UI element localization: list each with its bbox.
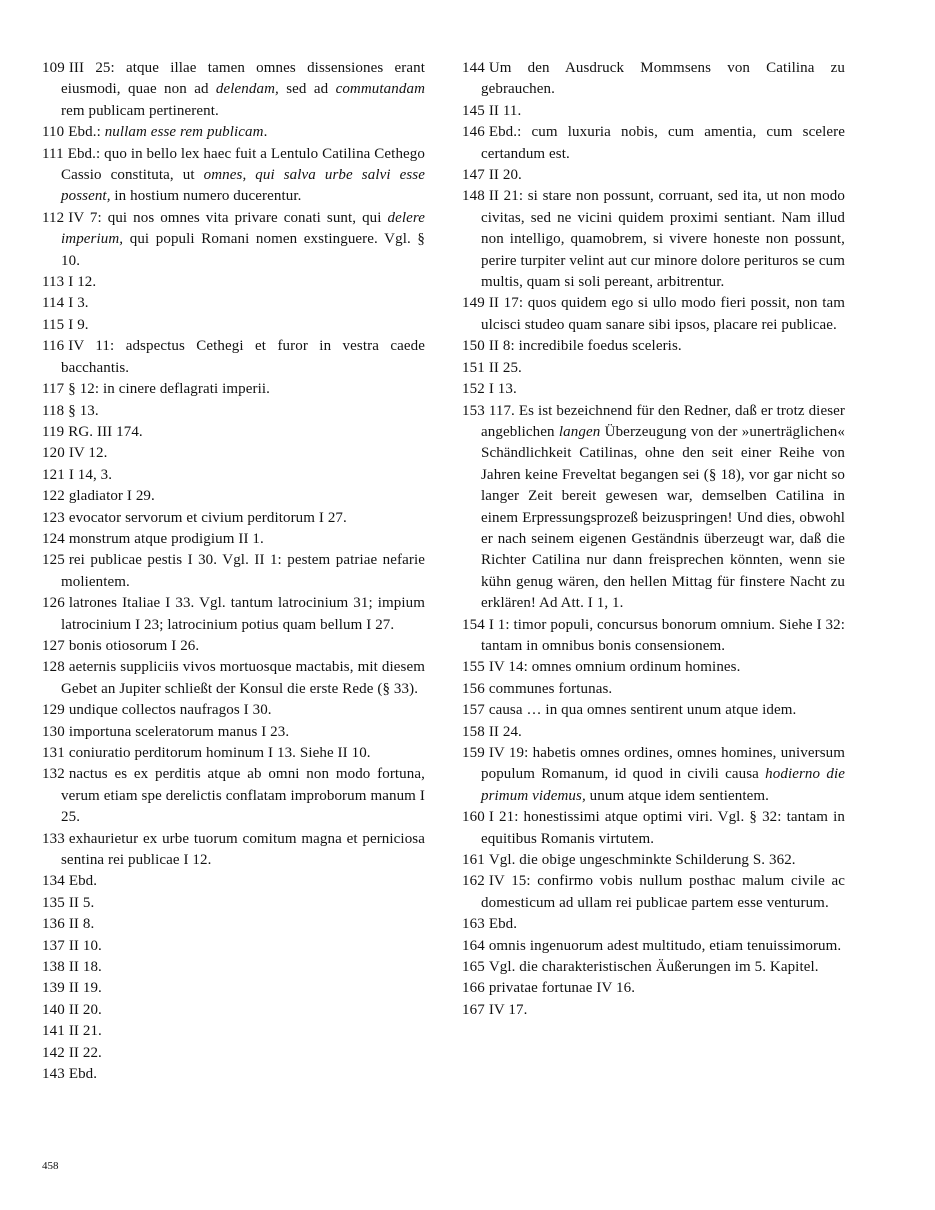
note-text: Vgl. die obige ungeschminkte Schilderung S. 362. — [488, 852, 796, 869]
note-number: 135 — [42, 894, 65, 911]
note-number: 155 — [462, 659, 485, 676]
note-item — [42, 978, 425, 999]
note-number: 133 — [42, 830, 65, 847]
note-item — [42, 272, 425, 293]
note-item — [42, 743, 425, 764]
note-item — [462, 101, 845, 122]
page-number: 458 — [42, 1160, 59, 1172]
note-item — [462, 401, 845, 615]
note-text: exhaurietur ex urbe tuorum comitum magna et perniciosa sentina rei publicae I 12. — [61, 830, 425, 869]
note-text: nactus es ex perditis atque ab omni non modo fortuna, verum etiam spe derelictis conflatam improborum manum I 25. — [61, 766, 425, 826]
note-text: evocator servorum et civium perditorum I 27. — [68, 509, 347, 526]
note-text: II 17: quos quidem ego si ullo modo fieri possit, non tam ulcisci studeo quam sanare sibi ipsos, placare rei publicae. — [481, 295, 845, 333]
note-number: 117 — [42, 381, 65, 398]
note-text: I 14, 3. — [68, 466, 113, 483]
note-text: II 10. — [68, 937, 102, 954]
note-number: 131 — [42, 745, 65, 761]
note-number: 167 — [462, 1001, 485, 1018]
note-text: II 11. — [488, 102, 522, 119]
note-number: 110 — [42, 124, 65, 141]
note-item — [42, 486, 425, 507]
note-number: 114 — [42, 295, 65, 312]
note-item — [42, 443, 425, 464]
note-text: Ebd. — [488, 916, 518, 933]
note-text: aeternis suppliciis vivos mortuosque mactabis, mit diesem Gebet an Jupiter schließt der Konsul die erste Rede (§ 33). — [61, 659, 425, 697]
note-number: 145 — [462, 102, 485, 119]
note-text: monstrum atque prodigium II 1. — [68, 530, 264, 547]
note-number: 140 — [42, 1001, 65, 1018]
note-item — [42, 208, 425, 272]
note-number: 109 — [42, 60, 65, 76]
note-text: II 19. — [68, 980, 102, 997]
note-text: § 13. — [68, 402, 99, 419]
note-number: 165 — [462, 959, 485, 976]
note-text: III 25: atque illae tamen omnes dissensiones erant eiusmodi, quae non ad delendam, sed ad commutandam rem publicam pertinerent. — [61, 60, 426, 119]
note-number: 121 — [42, 466, 65, 483]
note-item — [42, 722, 425, 743]
note-text: bonis otiosorum I 26. — [68, 637, 200, 654]
note-item — [42, 58, 425, 122]
note-text-italic: omnes, qui salva urbe salvi esse possent, — [61, 167, 425, 205]
note-number: 119 — [42, 423, 65, 440]
note-text: Um den Ausdruck Mommsens von Catilina zu gebrauchen. — [481, 60, 845, 98]
note-item — [462, 679, 845, 700]
note-item — [462, 957, 845, 978]
note-number: 134 — [42, 873, 65, 890]
note-text: IV 14: omnes omnium ordinum homines. — [488, 659, 741, 676]
note-item — [42, 550, 425, 593]
note-text: causa … in qua omnes sentirent unum atque idem. — [488, 702, 797, 719]
note-item — [462, 700, 845, 721]
note-text: Ebd.: cum luxuria nobis, cum amentia, cum scelere certandum est. — [481, 124, 845, 162]
note-item — [42, 122, 425, 143]
note-item — [42, 144, 425, 208]
note-text: I 13. — [488, 381, 517, 398]
note-item — [42, 764, 425, 828]
note-number: 112 — [42, 209, 65, 226]
note-number: 120 — [42, 445, 65, 462]
note-number: 162 — [462, 873, 485, 890]
note-text: Vgl. die charakteristischen Äußerungen im 5. Kapitel. — [488, 959, 819, 976]
note-item — [42, 1043, 425, 1064]
note-number: 116 — [42, 338, 65, 355]
note-text: IV 7: qui nos omnes vita privare conati sunt, qui delere imperium, qui populi Romani nomen exstinguere. Vgl. § 10. — [61, 209, 425, 269]
note-text: Ebd.: nullam esse rem publicam. — [68, 124, 268, 141]
note-number: 164 — [462, 937, 485, 954]
note-text: undique collectos naufragos I 30. — [68, 702, 272, 719]
notes-column-right — [462, 58, 845, 1086]
note-item — [462, 293, 845, 336]
note-number: 161 — [462, 852, 485, 869]
note-item — [42, 529, 425, 550]
note-text: privatae fortunae IV 16. — [488, 980, 636, 997]
note-number: 129 — [42, 702, 65, 719]
note-item — [42, 1064, 425, 1085]
note-number: 111 — [42, 145, 64, 162]
note-item — [462, 657, 845, 678]
note-item — [42, 401, 425, 422]
note-item — [42, 871, 425, 892]
note-item — [42, 914, 425, 935]
note-item — [462, 914, 845, 935]
note-item — [462, 978, 845, 999]
note-number: 154 — [462, 616, 485, 633]
note-text: I 3. — [68, 295, 89, 312]
note-number: 132 — [42, 766, 65, 783]
note-text: IV 12. — [68, 445, 108, 462]
note-text: I 21: honestissimi atque optimi viri. Vgl. § 32: tantam in equitibus Romanis virtutem. — [481, 809, 845, 847]
note-item — [462, 358, 845, 379]
note-number: 136 — [42, 916, 65, 933]
note-item — [42, 1000, 425, 1021]
note-item — [462, 850, 845, 871]
note-item — [42, 315, 425, 336]
note-number: 115 — [42, 316, 65, 333]
note-number: 118 — [42, 402, 65, 419]
note-item — [42, 422, 425, 443]
note-item — [462, 722, 845, 743]
note-text: § 12: in cinere deflagrati imperii. — [68, 381, 271, 398]
note-number: 151 — [462, 359, 485, 376]
note-text: IV 11: adspectus Cethegi et furor in vestra caede bacchantis. — [61, 338, 425, 376]
note-text: IV 19: habetis omnes ordines, omnes homines, universum populum Romanum, id quod in civili causa hodierno die primum videmus, unum atque idem sentientem. — [481, 745, 845, 804]
note-number: 144 — [462, 60, 485, 76]
note-text: Ebd. — [68, 1066, 98, 1083]
notes-column-left — [42, 58, 425, 1086]
note-item — [462, 58, 845, 101]
note-item — [42, 657, 425, 700]
note-number: 139 — [42, 980, 65, 997]
note-item — [42, 593, 425, 636]
note-text: I 12. — [68, 274, 97, 291]
note-number: 149 — [462, 295, 485, 312]
note-text: Ebd.: quo in bello lex haec fuit a Lentulo Catilina Cethego Cassio constituta, ut omnes, qui salva urbe salvi esse possent, in hostium numero ducerentur. — [61, 145, 425, 205]
note-number: 153 — [462, 402, 485, 419]
note-text: importuna sceleratorum manus I 23. — [68, 723, 290, 740]
note-item — [42, 1021, 425, 1042]
note-number: 152 — [462, 381, 485, 398]
note-text: II 24. — [488, 723, 522, 740]
note-text: II 8: incredibile foedus sceleris. — [488, 338, 682, 355]
note-number: 141 — [42, 1023, 65, 1040]
note-number: 130 — [42, 723, 65, 740]
note-text: II 18. — [68, 959, 102, 976]
note-text: II 20. — [68, 1001, 102, 1018]
note-text: IV 15: confirmo vobis nullum posthac malum civile ac domesticum ad ullam rei publicae partem esse venturum. — [481, 873, 845, 911]
note-item — [42, 936, 425, 957]
note-text: II 5. — [68, 894, 95, 911]
note-number: 126 — [42, 595, 65, 612]
note-item — [462, 936, 845, 957]
note-number: 142 — [42, 1044, 65, 1061]
note-number: 122 — [42, 488, 65, 505]
note-item — [462, 379, 845, 400]
note-number: 159 — [462, 745, 485, 761]
note-item — [462, 615, 845, 658]
note-number: 137 — [42, 937, 65, 954]
note-text: II 8. — [68, 916, 95, 933]
note-text: IV 17. — [488, 1001, 528, 1018]
note-text: II 22. — [68, 1044, 102, 1061]
note-text: communes fortunas. — [488, 680, 613, 697]
note-item — [462, 1000, 845, 1021]
note-item — [42, 336, 425, 379]
note-text-italic: hodierno die primum videmus, — [481, 766, 845, 804]
note-number: 163 — [462, 916, 485, 933]
note-number: 157 — [462, 702, 485, 719]
note-number: 156 — [462, 680, 485, 697]
note-number: 128 — [42, 659, 65, 676]
note-item — [42, 636, 425, 657]
note-text: RG. III 174. — [68, 423, 143, 440]
note-text-italic: delendam, — [215, 81, 279, 98]
note-text: II 21. — [68, 1023, 102, 1040]
note-text: I 9. — [68, 316, 89, 333]
note-number: 148 — [462, 188, 485, 205]
note-item — [462, 743, 845, 807]
note-text-italic: langen — [558, 423, 601, 440]
note-item — [42, 829, 425, 872]
note-number: 158 — [462, 723, 485, 740]
note-text: coniuratio perditorum hominum I 13. Siehe II 10. — [68, 745, 371, 761]
note-number: 123 — [42, 509, 65, 526]
note-text: Ebd. — [68, 873, 98, 890]
note-item — [462, 871, 845, 914]
note-item — [42, 379, 425, 400]
note-text-italic: nullam esse rem publicam — [104, 124, 264, 141]
note-item — [42, 700, 425, 721]
note-text: II 20. — [488, 167, 522, 184]
note-text-italic: commutandam — [335, 81, 426, 98]
note-item — [42, 508, 425, 529]
note-item — [462, 807, 845, 850]
note-item — [42, 293, 425, 314]
note-text: latrones Italiae I 33. Vgl. tantum latrocinium 31; impium latrocinium I 23; latrocinium potius quam bellum I 27. — [61, 595, 425, 633]
note-number: 125 — [42, 552, 65, 569]
note-number: 127 — [42, 637, 65, 654]
note-item — [462, 122, 845, 165]
note-item — [462, 336, 845, 357]
note-text: I 1: timor populi, concursus bonorum omnium. Siehe I 32: tantam in omnibus bonis consensionem. — [481, 616, 845, 654]
note-text: II 25. — [488, 359, 522, 376]
note-number: 124 — [42, 530, 65, 547]
note-number: 146 — [462, 124, 485, 141]
note-text-italic: delere imperium, — [61, 209, 425, 248]
note-number: 166 — [462, 980, 485, 997]
note-text: rei publicae pestis I 30. Vgl. II 1: pestem patriae nefarie molientem. — [61, 552, 425, 590]
note-text: 117. Es ist bezeichnend für den Redner, daß er trotz dieser angeblichen langen Überzeugung von der »unerträglichen« Schändlichkeit Catilinas, ohne den seit einer Reihe von Jahren keine Freveltat begangen sei (§ 18), vor gar nicht so langer Zeit bereit gewesen war, demselben Catilina in einem Erpressungsprozeß beizuspringen! Und dies, obwohl er nach seinem eigenen Geständnis überzeugt war, daß die Richter Catilina nur dann freisprechen könnten, wenn sie kühn genug wären, den hellen Mittag für finstere Nacht zu erklären! Ad Att. I 1, 1. — [481, 402, 845, 612]
note-number: 160 — [462, 809, 485, 826]
note-number: 138 — [42, 959, 65, 976]
note-text: II 21: si stare non possunt, corruant, sed ita, ut non modo civitas, sed ne vicini quidem proximi sentiant. Nam illud non intelligo, quamobrem, si vivere honeste non possunt, perire turpiter velint aut cur minore dolore perituros se cum multis, quam si soli pereant, arbitrentur. — [481, 188, 845, 291]
note-text: omnis ingenuorum adest multitudo, etiam tenuissimorum. — [488, 937, 842, 954]
note-number: 150 — [462, 338, 485, 355]
note-item — [462, 186, 845, 293]
note-item — [42, 465, 425, 486]
note-number: 143 — [42, 1066, 65, 1083]
note-number: 147 — [462, 167, 485, 184]
note-text: gladiator I 29. — [68, 488, 155, 505]
note-number: 113 — [42, 274, 65, 291]
note-item — [462, 165, 845, 186]
note-item — [42, 893, 425, 914]
note-item — [42, 957, 425, 978]
